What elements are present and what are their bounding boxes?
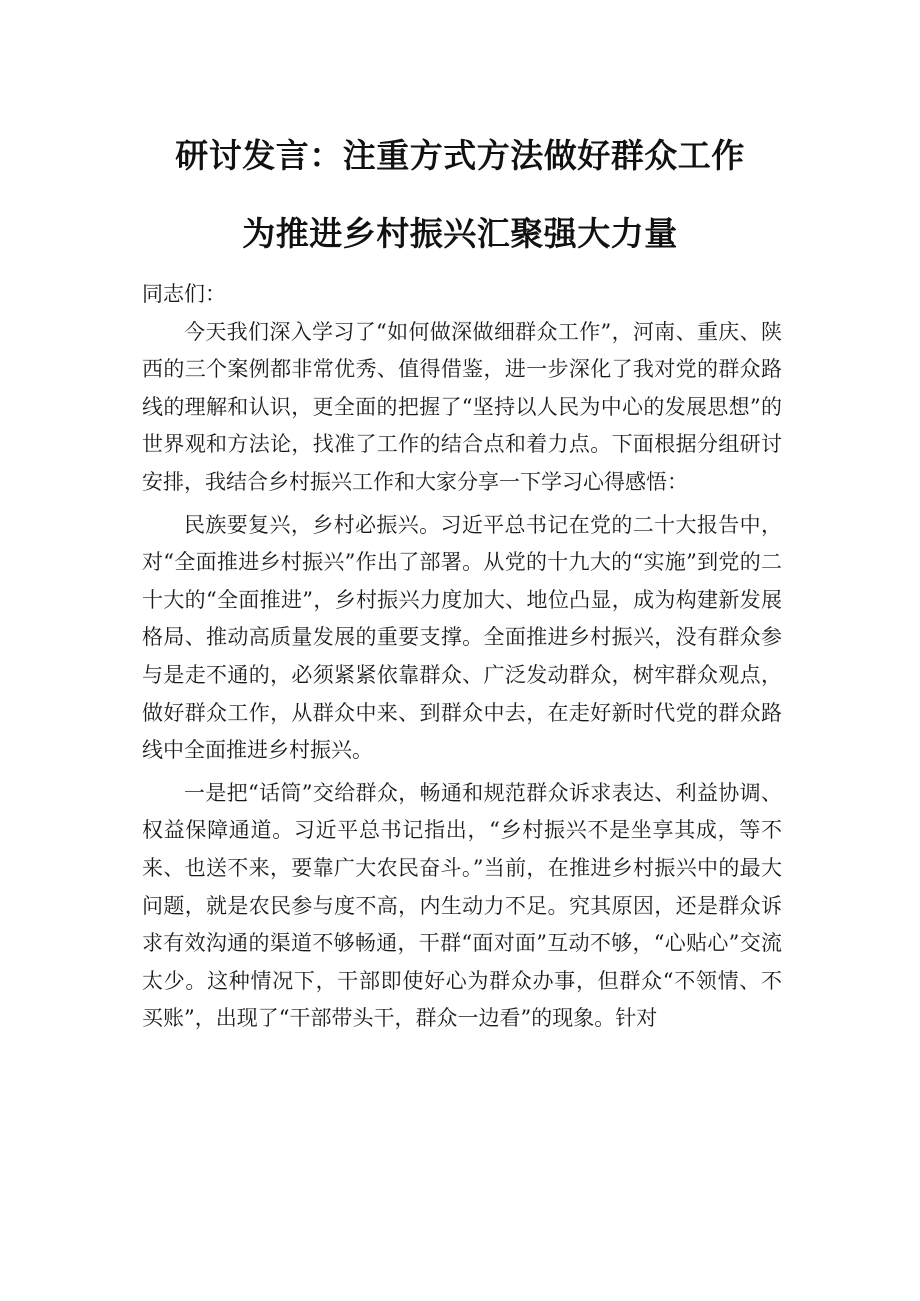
paragraph: 民族要复兴，乡村必振兴。习近平总书记在党的二十大报告中，对“全面推进乡村振兴”作出了部署。从党的十九大的“实施”到党的二十大的“全面推进”，乡村振兴力度加大、地位凸显，成为构建新发展格局、推动高质量发展的重要支撑。全面推进乡村振兴，没有群众参与是走不通的，必须紧紧依靠群众、广泛发动群众，树牢群众观点，做好群众工作，从群众中来、到群众中去，在走好新时代党的群众路线中全面推进乡村振兴。	[142, 512, 782, 763]
salutation: 同志们：	[142, 282, 226, 306]
paragraph: 今天我们深入学习了“如何做深做细群众工作”，河南、重庆、陕西的三个案例都非常优秀、值得借鉴，进一步深化了我对党的群众路线的理解和认识，更全面的把握了“坚持以人民为中心的发展思想”的世界观和方法论，找准了工作的结合点和着力点。下面根据分组研讨安排，我结合乡村振兴工作和大家分享一下学习心得感悟：	[142, 319, 782, 494]
document-body	[142, 276, 782, 1038]
document-title-line-1: 研讨发言：注重方式方法做好群众工作	[175, 136, 745, 175]
document-title-line-2: 为推进乡村振兴汇聚强大力量	[242, 214, 678, 253]
paragraph: 一是把“话筒”交给群众，畅通和规范群众诉求表达、利益协调、权益保障通道。习近平总书记指出，“乡村振兴不是坐享其成，等不来、也送不来，要靠广大农民奋斗。”当前，在推进乡村振兴中的最大问题，就是农民参与度不高，内生动力不足。究其原因，还是群众诉求有效沟通的渠道不够畅通，干群“面对面”互动不够，“心贴心”交流太少。这种情况下，干部即使好心为群众办事，但群众“不领情、不买账”，出现了“干部带头干，群众一边看”的现象。针对	[142, 780, 782, 1031]
